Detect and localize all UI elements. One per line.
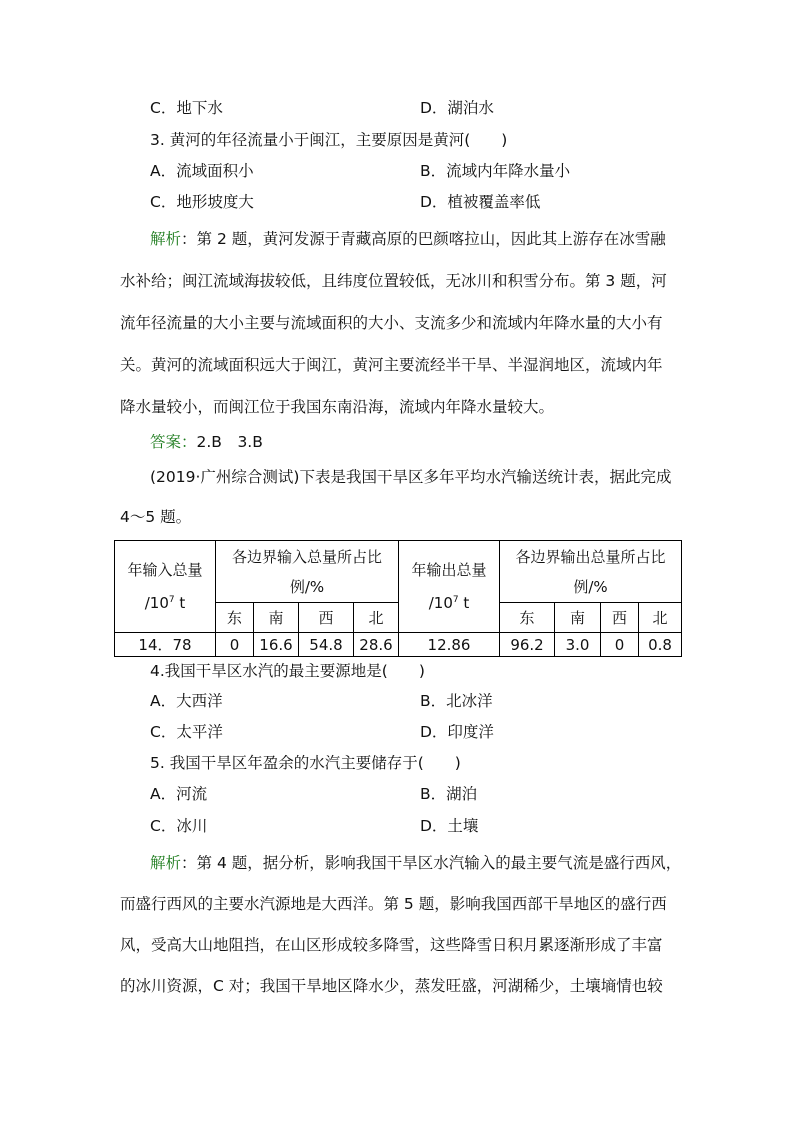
dir-south: 南: [555, 603, 601, 633]
input-west-value: 54.8: [299, 633, 354, 657]
q5-option-a: A．河流: [150, 785, 208, 803]
q5-option-b: B．湖泊: [420, 785, 478, 803]
q2-option-d: D．湖泊水: [420, 99, 494, 117]
output-total-header: 年输出总量 $/10^7$ t: [399, 541, 500, 633]
analysis-label: 解析: [150, 854, 182, 872]
intro-line-2: 4～5 题。: [120, 508, 192, 526]
input-south-value: 16.6: [254, 633, 299, 657]
output-east-value: 96.2: [500, 633, 555, 657]
q4-option-a: A．大西洋: [150, 692, 223, 710]
output-west-value: 0: [601, 633, 639, 657]
q3-option-c: C．地形坡度大: [150, 193, 254, 211]
dir-north: 北: [639, 603, 682, 633]
analysis-2-line: 解析：第 4 题，据分析，影响我国干旱区水汽输入的最主要气流是盛行西风，: [150, 854, 682, 872]
analysis-2-line: 的冰川资源，C 对；我国干旱地区降水少，蒸发旺盛，河湖稀少，土壤墒情也较: [120, 977, 663, 995]
output-north-value: 0.8: [639, 633, 682, 657]
q4-option-b: B．北冰洋: [420, 692, 493, 710]
input-east-value: 0: [216, 633, 254, 657]
dir-west: 西: [299, 603, 354, 633]
input-total-header: 年输入总量 $/10^7$ t: [115, 541, 216, 633]
q4-option-c: C．太平洋: [150, 723, 223, 741]
output-ratio-header: 各边界输出总量所占比 例/%: [500, 541, 682, 603]
analysis-1-line: 水补给；闽江流域海拔较低，且纬度位置较低，无冰川和积雪分布。第 3 题，河: [120, 272, 667, 290]
vapor-transport-table: [114, 540, 682, 657]
input-north-value: 28.6: [354, 633, 399, 657]
intro-line-1: (2019·广州综合测试)下表是我国干旱区多年平均水汽输送统计表，据此完成: [150, 468, 672, 486]
output-south-value: 3.0: [555, 633, 601, 657]
dir-north: 北: [354, 603, 399, 633]
q4-option-d: D．印度洋: [420, 723, 494, 741]
q5-option-c: C．冰川: [150, 817, 208, 835]
q3-option-d: D．植被覆盖率低: [420, 193, 541, 211]
table-row: [115, 633, 682, 657]
q3-option-a: A．流域面积小: [150, 162, 254, 180]
analysis-1-line: 流年径流量的大小主要与流域面积的大小、支流多少和流域内年降水量的大小有: [120, 314, 663, 332]
q4-stem: 4.我国干旱区水汽的最主要源地是( ): [150, 662, 425, 680]
analysis-2-line: 而盛行西风的主要水汽源地是大西洋。第 5 题，影响我国西部干旱地区的盛行西: [120, 895, 667, 913]
analysis-2-line: 风，受高大山地阻挡，在山区形成较多降雪，这些降雪日积月累逐渐形成了丰富: [120, 936, 663, 954]
analysis-1-line: 关。黄河的流域面积远大于闽江，黄河主要流经半干旱、半湿润地区，流域内年: [120, 356, 663, 374]
dir-south: 南: [254, 603, 299, 633]
q3-option-b: B．流域内年降水量小: [420, 162, 571, 180]
input-ratio-header: 各边界输入总量所占比 例/%: [216, 541, 399, 603]
dir-west: 西: [601, 603, 639, 633]
analysis-label: 解析: [150, 230, 182, 248]
input-total-value: 14．78: [115, 633, 216, 657]
dir-east: 东: [216, 603, 254, 633]
analysis-1-line: 降水量较小，而闽江位于我国东南沿海，流域内年降水量较大。: [120, 398, 555, 416]
q5-option-d: D．土壤: [420, 817, 479, 835]
answer-value: 2.B 3.B: [196, 433, 263, 451]
answer-label: 答案：: [150, 433, 197, 451]
output-total-value: 12.86: [399, 633, 500, 657]
q3-stem: 3. 黄河的年径流量小于闽江，主要原因是黄河( ): [150, 131, 508, 149]
q2-option-c: C．地下水: [150, 99, 223, 117]
dir-east: 东: [500, 603, 555, 633]
q5-stem: 5. 我国干旱区年盈余的水汽主要储存于( ): [150, 754, 461, 772]
analysis-1-line: 解析：第 2 题，黄河发源于青藏高原的巴颜喀拉山，因此其上游存在冰雪融: [150, 230, 666, 248]
answer-1: [150, 430, 263, 452]
